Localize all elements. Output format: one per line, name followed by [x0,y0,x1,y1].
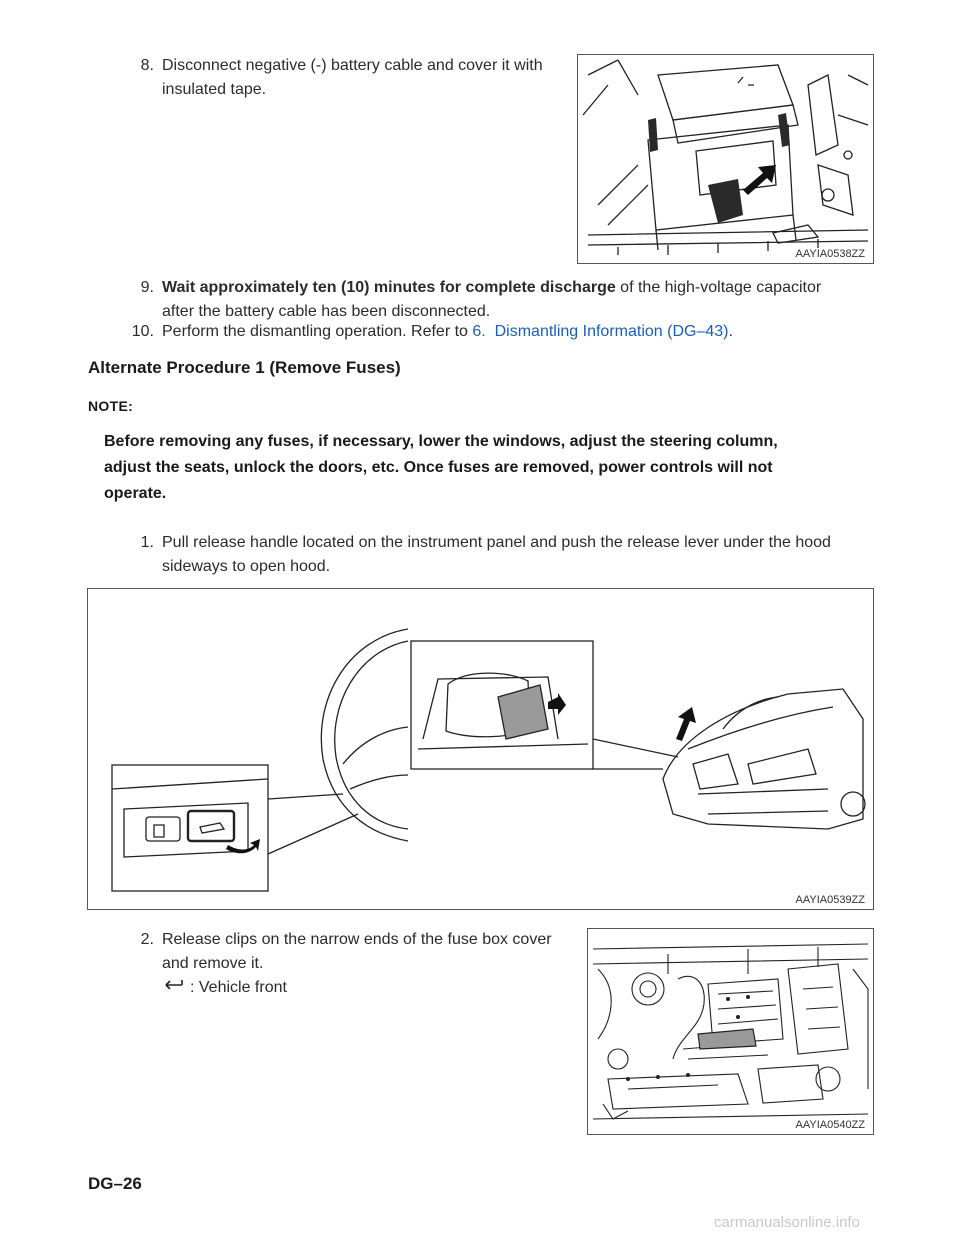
watermark: carmanualsonline.info [714,1214,860,1231]
step-text-main: Perform the dismantling operation. Refer to [162,323,473,340]
battery-illustration [578,55,873,263]
step-text: Disconnect negative (-) battery cable and cover it with [162,57,543,74]
step-text: Pull release handle located on the instrument panel and push the release lever under the hood [162,534,831,551]
arrow-left-icon [162,978,186,992]
step-10 [124,320,884,344]
step-number: 2. [140,931,154,948]
step-warning-bold: Wait approximately ten (10) minutes for complete discharge [162,279,616,296]
engine-bay-illustration [588,929,873,1134]
hood-release-illustration [88,589,873,909]
step-text-line2: sideways to open hood. [162,558,331,575]
step-1 [124,531,884,579]
section-heading: Alternate Procedure 1 (Remove Fuses) [88,358,401,377]
figure-id: AAYIA0539ZZ [795,894,865,906]
step-text [162,320,733,344]
step-text-line2: after the battery cable has been disconnected. [162,303,491,320]
step-number: 1. [140,534,154,551]
step-number: 8. [140,57,154,74]
page-number: DG–26 [88,1174,142,1193]
step-text-line2: insulated tape. [162,81,267,98]
step-8 [124,54,564,102]
dismantling-info-link[interactable]: 6. Dismantling Information (DG–43) [472,323,729,340]
note-line: adjust the seats, unlock the doors, etc. Once fuses are removed, power controls will not [104,459,773,476]
step-2 [124,928,564,976]
note-label: NOTE: [88,398,134,414]
note-line: operate. [104,485,167,502]
step-number: 9. [140,279,154,296]
step-text-rest: of the high-voltage capacitor [615,279,822,296]
figure-id: AAYIA0538ZZ [795,248,865,260]
battery-figure [577,54,874,264]
legend-text: : Vehicle front [190,979,287,996]
figure-id: AAYIA0540ZZ [795,1119,865,1131]
step-text [162,276,821,300]
note-body [104,429,884,507]
step-9 [124,276,884,324]
step-text-end: . [728,323,733,340]
legend-vehicle-front [162,976,362,1000]
step-text-line2: and remove it. [162,955,264,972]
step-number: 10. [131,323,154,340]
fuse-box-figure [587,928,874,1135]
step-text: Release clips on the narrow ends of the fuse box cover [162,931,552,948]
hood-release-figure [87,588,874,910]
note-line: Before removing any fuses, if necessary, lower the windows, adjust the steering column, [104,433,778,450]
